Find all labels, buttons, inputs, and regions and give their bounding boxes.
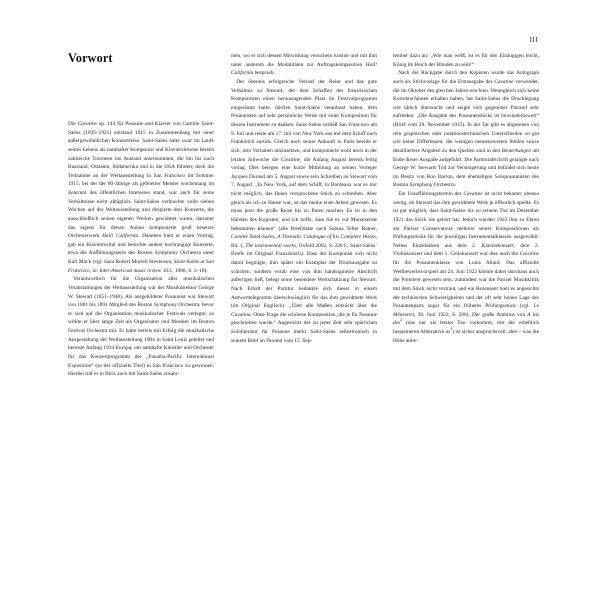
column-1-body [68,86,214,379]
italic-run: A [527,311,531,318]
italic-run: Cavatine [494,78,514,85]
superscript-run: 2 [400,318,403,323]
italic-run: Inter-American music review [99,267,162,274]
column-2-body [231,52,377,345]
text-column-2 [231,52,377,345]
italic-run: Cavatina [231,311,251,318]
page-number: III [529,36,538,44]
page-title: Vorwort [68,51,113,65]
italic-run: Hail! California [102,233,139,240]
paragraph: men, wo er sich dessen Mitwirkung versichern konnte und mit ihm unter anderem die Modalitäten zur Auftragskomposition Hail! California besprach. [231,53,377,77]
italic-run: des [393,320,401,327]
paragraph: tember dazu an: „Wie man weiß, ist es für den Einäugigen leicht, König im Reich der Blinden zu sein!“ [393,53,539,68]
italic-run: Bemerkungen [501,147,531,154]
paragraph: Ein Uraufführungstermin der Cavatine ist nicht bekannt; ebenso wenig, ob Stewart das ihm gewidmete Werk je öffentlich spielte. Es ist gut möglich, dass Saint-Saëns bis zu seinem Tod im Dezember 1921 das Stück nie gehört hat. Jedoch wurden 1922 ihm zu Ehren am Pariser Conservatoire mehrere seiner Kompositionen als Prüfungsstücke für die jeweiligen Instrumentalklassen ausgewählt: Neben Einzelsätzen aus dem 2. Klavierkonzert, dem 2. Violinkonzert und dem 1. Cellokonzert war dies auch die Cavatine für die Posaunenklasse von Louis Allard. Das offizielle Wettbewerbsvorspiel am 24. Juni 1922 könnte daher durchaus auch die Premiere gewesen sein; zumindest war die Pariser Musikkritik mit dem Stück nicht vertraut, und ein Rezensent hielt es angesichts der technischen Schwierigkeiten und der oft sehr hohen Lage des Posaunenparts sogar für ein früheres Prüfungsstück (vgl. Le Ménestrel, 30. Juni 1922, S. 286). Der große Ambitus von A bis des$^2$ (das nur als letzter Ton vorkommt, mit der erheblich bequemeren Alternative $as^1$) ist sicher anspruchsvoll, aber – was die Höhe anbe- [393,191,539,344]
text-column-3 [393,52,539,345]
paragraph: Verantwortlich für die Organisation aller musikalischen Veranstaltungen der Weltausstellung war der Musikdirektor George W. Stewart (1851–1940). Als ausgebildeter Posaunist war Stewart von 1881 bis 1891 Mitglied des Boston Symphony Orchestra, bevor er sich auf die Organisation musikalischer Festivals verlegte; so wirkte er über lange Zeit als Organisator und Musiker im Boston Festival Orchestra mit. Er hatte bereits mit Erfolg die musikalische Ausgestaltung der Weltausstellung 1904 in Saint Louis geleitet und bereiste Anfang 1914 Europa, um namhafte Künstler und Orchester für das Konzertprogramm der „Panama-Pacific International Exposition“ (so der offizielle Titel) in San Francisco zu gewinnen. Hierbei traf er in Paris auch mit Saint-Saëns zusam- [68,276,214,378]
paragraph: Der überaus erfolgreiche Verlauf der Reise und das gute Verhältnis zu Stewart, der dem Schaffen des französischen Komponisten einen herausragenden Platz im Festivalprogramm eingeräumt hatte, dürften Saint-Saëns veranlasst haben, dem Posaunisten auf sehr persönliche Weise mit einer Komposition für dessen Instrument zu danken. Saint-Saëns verließ San Francisco am 9. Juli und reiste am 17. Juli von New York aus mit dem Schiff nach Frankreich zurück. Gleich nach seiner Ankunft in Paris beeilte er sich, sein Vorhaben umzusetzen, und komponierte wohl noch in der letzten Juliwoche die Cavatine, die Anfang August bereits fertig vorlag. Dies belegen eine kurze Mitteilung an seinen Verleger Jacques Durand am 5. August sowie sein Schreiben an Stewart vom 7. August: „In New York, auf dem Schiff, in Bordeaux war es mir nicht möglich, das Ihnen versprochene Stück zu schreiben. Aber gleich als ich zu Hause war, ist das meine erste Arbeit gewesen. Es muss jetzt die große Reise bis zu Ihnen machen. Es ist in den Händen des Kopisten, und ich hoffe, dass Sie es vor Monatsende bekommen können“ (alle Briefzitate nach Sabina Teller Ratner, Camille Saint-Saëns, A Thematic Catalogue of his Complete Works, Bd. 1, The instrumental works, Oxford 2002, S. 226 f.; Saint-Saëns’ Briefe im Original Französisch). Dass der Komponist sich nicht damit begnügte, ihm später ein Exemplar der Druckausgabe zu schicken, sondern vorab eine von ihm handsignierte Abschrift anfertigen ließ, belegt seine besondere Wertschätzung für Stewart. Nach Erhalt der Partitur bedankte sich dieser in einem Antworttelegramm überschwänglich für das ihm gewidmete Werk (im Original Englisch): „Über alle Maßen entzückt über die Cavatina. Ohne Frage die schönste Komposition, die je für Posaune geschrieben wurde.“ Angesichts der zu jener Zeit sehr spärlichen Sololiteratur für Posaune merkt Saint-Saëns selbstironisch in seinem Brief an Durand vom 15. Sep- [231,78,377,344]
italic-run: Saint-Saëns at San Francisco [68,259,215,274]
italic-run: Cavatine [77,121,97,127]
italic-run: Camille Saint-Saëns, A Thematic Catalogue of his Complete Works [231,234,376,241]
paragraph: Nach der Rückgabe durch den Kopisten wurde das Autograph auch als Stichvorlage für die Erstausgabe der Cavatine verwendet, die im Oktober des gleichen Jahres erschien. Wenngleich sich keine Korrekturfahnen erhalten haben, hat Saint-Saëns die Drucklegung wie üblich überwacht und zeigte sich gegenüber Durand sehr zufrieden: „Die Ausgabe des Posaunenstücks ist bewundernswert“ (Brief vom 28. November 1915). In der Tat gibt es abgesehen von rein graphischen oder notationstechnischen Unterschieden so gut wie keine Differenzen; die wenigen nennenswerten Stellen sowie detailliertere Angaben zu den Quellen sind in den Bemerkungen am Ende dieser Ausgabe aufgeführt. Die Partiturabschrift gelangte nach George W. Stewarts Tod zur Versteigerung und befindet sich heute im Besitz von Ron Barron, dem ehemaligen Soloposaunisten des Boston Symphony Orchestra. [393,70,539,189]
text-columns [68,52,539,548]
italic-run: as [445,329,451,335]
italic-run: Hail! California [231,61,377,77]
italic-run: Cavatine [280,156,301,163]
superscript-run: 1 [450,327,453,332]
italic-run: Cavatine [463,191,483,197]
italic-run: The instrumental works [245,242,296,249]
italic-run: Le Ménestrel [393,303,539,318]
column-3-body [393,52,539,345]
paragraph: Die Cavatine op. 144 für Posaune und Klavier von Camille Saint-Saëns (1835–1921) entstand 1915 in Zusammenhang mit einer außergewöhnlichen Konzertreise. Saint-Saëns hatte zwar im Laufe seines Lebens als namhafter Komponist und Klaviervirtuose bereits zahlreiche Tourneen ins Ausland unternommen, die ihn bis nach Russland, Ostasien, Südamerika und in die USA führten, doch die Teilnahme an der Weltausstellung in San Francisco im Sommer 1915, bei der der 80-Jährige als gefeierter Meister wochenlang im Zentrum des öffentlichen Interesses stand, war auch für seine Verhältnisse nicht alltäglich. Saint-Saëns verbrachte volle sieben Wochen auf der Weltausstellung und dirigierte drei Konzerte, die ausschließlich seinen eigenen Werken gewidmet waren, darunter das eigens für diesen Anlass komponierte groß besetzte Orchesterwerk Hail! California. Daneben hielt er einen Vortrag, gab ein Klavierrecital und besuchte andere hochrangige Konzerte, etwa die Aufführungsserie des Boston Symphony Orchestra unter Karl Muck (vgl. dazu Robert Murrell Stevenson, Saint-Saëns at San Francisco, in: Inter-American music review 10/1, 1988, S. 3–18). [68,121,215,274]
text-column-1 [68,52,214,379]
italic-run: Cavatine [519,251,539,258]
